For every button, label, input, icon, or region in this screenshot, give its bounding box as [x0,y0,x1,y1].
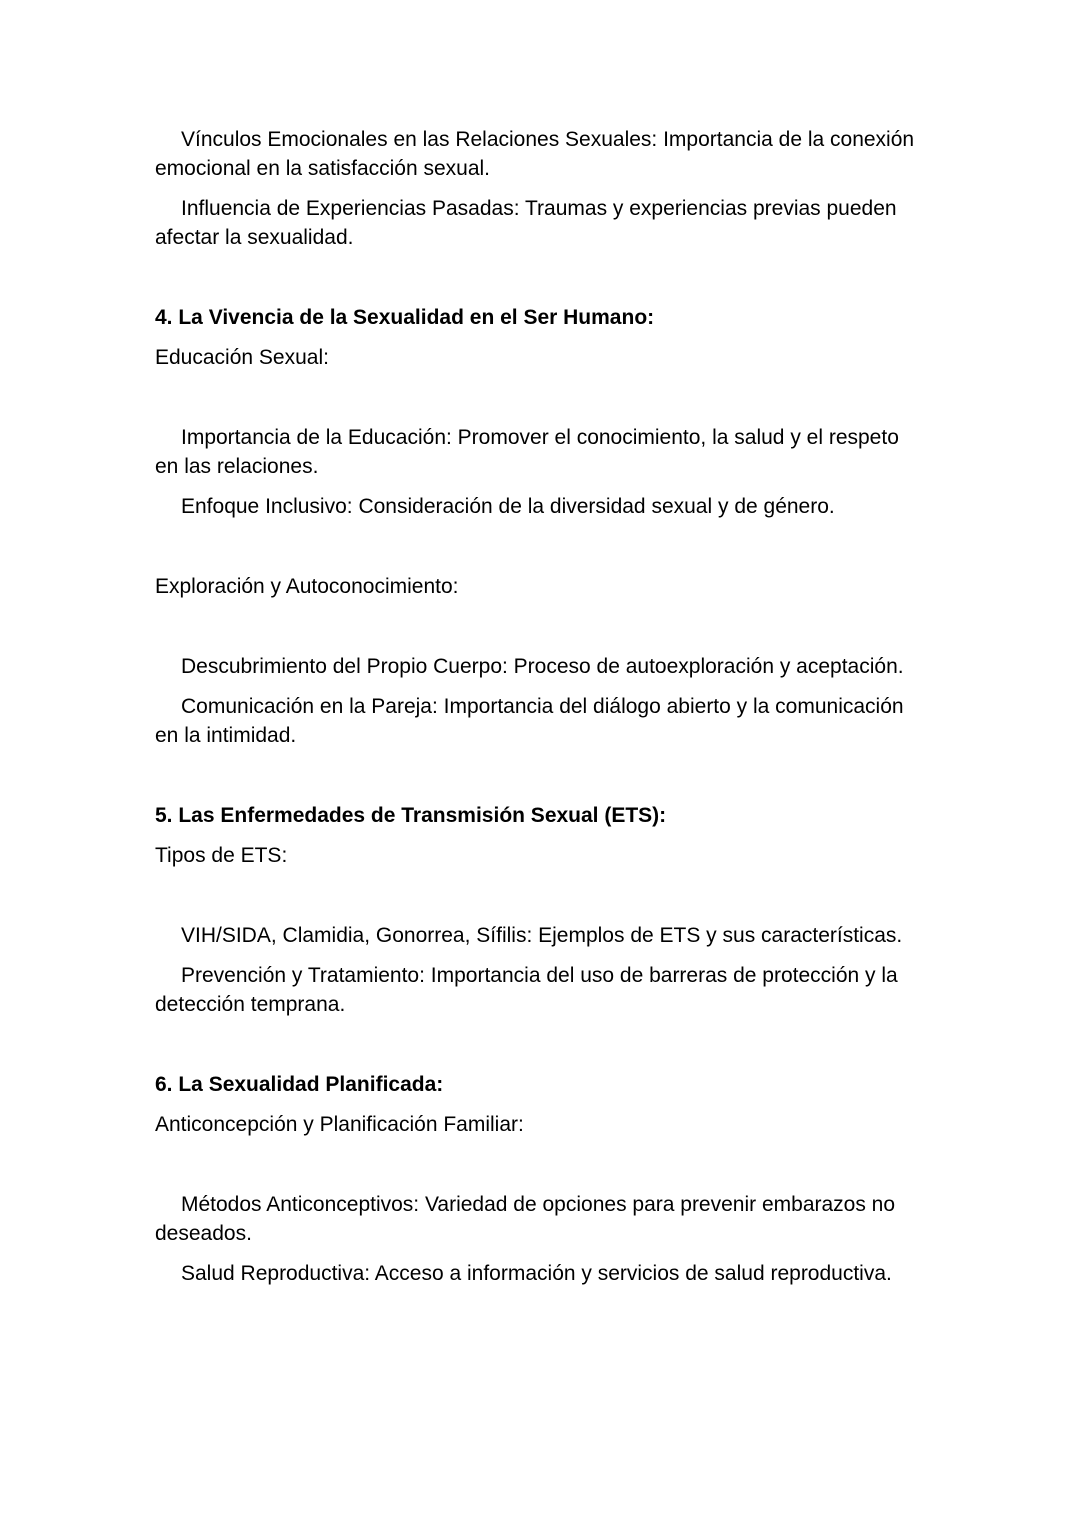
paragraph: Descubrimiento del Propio Cuerpo: Proceso de autoexploración y aceptación. [181,655,904,678]
empty-line [155,1150,921,1179]
paragraph: Educación Sexual: [155,346,329,369]
paragraph: Métodos Anticonceptivos: Variedad de opciones para prevenir embarazos no deseados. [155,1193,896,1245]
paragraph: Prevención y Tratamiento: Importancia del uso de barreras de protección y la detección temprana. [155,964,898,1016]
paragraph: Enfoque Inclusivo: Consideración de la diversidad sexual y de género. [181,495,835,518]
section-heading: 4. La Vivencia de la Sexualidad en el Ser Humano: [155,306,655,329]
section-heading: 6. La Sexualidad Planificada: [155,1073,444,1096]
document-body [155,125,921,1288]
section-heading: 5. Las Enfermedades de Transmisión Sexual (ETS): [155,804,667,827]
empty-line [155,532,921,561]
paragraph: Exploración y Autoconocimiento: [155,575,459,598]
empty-line [155,383,921,412]
paragraph: Anticoncepción y Planificación Familiar: [155,1113,524,1136]
empty-line [155,612,921,641]
paragraph: Comunicación en la Pareja: Importancia del diálogo abierto y la comunicación en la intimidad. [155,695,904,747]
empty-line [155,881,921,910]
empty-line [155,1030,921,1059]
paragraph: VIH/SIDA, Clamidia, Gonorrea, Sífilis: Ejemplos de ETS y sus características. [181,924,903,947]
paragraph: Vínculos Emocionales en las Relaciones Sexuales: Importancia de la conexión emocional en la satisfacción sexual. [155,128,915,180]
paragraph: Salud Reproductiva: Acceso a información y servicios de salud reproductiva. [181,1262,892,1285]
paragraph: Importancia de la Educación: Promover el conocimiento, la salud y el respeto en las relaciones. [155,426,899,478]
empty-line [155,263,921,292]
paragraph: Tipos de ETS: [155,844,288,867]
paragraph: Influencia de Experiencias Pasadas: Traumas y experiencias previas pueden afectar la sexualidad. [155,197,897,249]
empty-line [155,761,921,790]
